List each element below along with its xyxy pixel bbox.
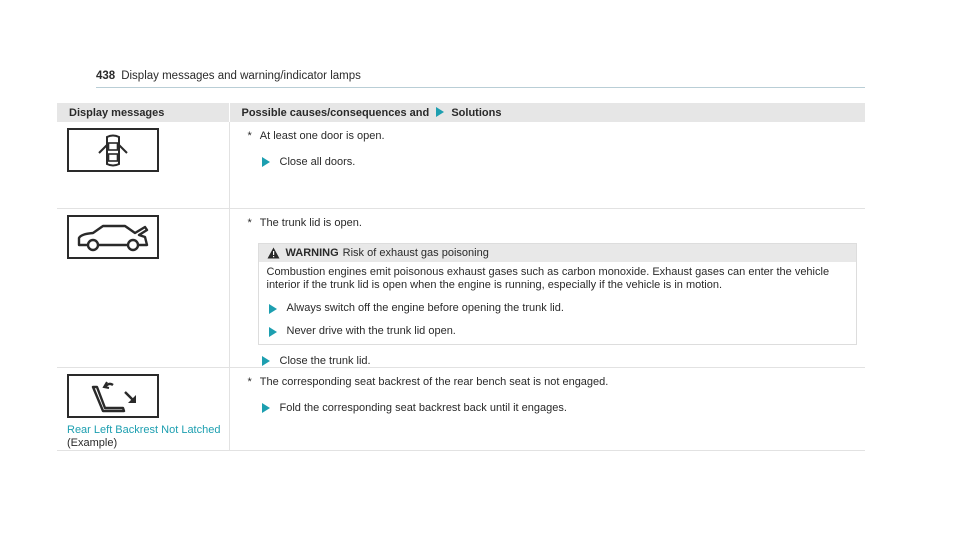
solution-step: Close all doors. [262, 156, 866, 168]
warning-label: WARNING [285, 247, 339, 259]
cause-text: * At least one door is open. [247, 130, 385, 142]
col-header-causes-solutions [229, 103, 865, 122]
message-icon-cell [57, 368, 229, 451]
seat-backrest-icon [67, 374, 159, 418]
warning-title: Risk of exhaust gas poisoning [342, 247, 489, 259]
solution-step: Close the trunk lid. [262, 355, 866, 367]
solution-cell [229, 368, 865, 451]
caption-suffix: (Example) [67, 437, 118, 449]
trunk-open-icon [67, 215, 159, 259]
arrow-right-icon [269, 304, 277, 314]
solution-cell [229, 209, 865, 368]
arrow-right-icon [269, 327, 277, 337]
cause-text: * The corresponding seat backrest of the rear bench seat is not engaged. [247, 376, 609, 388]
warning-step: Never drive with the trunk lid open. [267, 325, 849, 338]
page-header [96, 70, 361, 82]
message-caption [67, 424, 229, 450]
warning-box [258, 243, 858, 345]
message-name-link[interactable]: Rear Left Backrest Not Latched [67, 424, 221, 436]
table-row [57, 209, 865, 368]
arrow-right-icon [436, 107, 444, 117]
warning-header [259, 244, 857, 262]
arrow-right-icon [262, 356, 270, 366]
col-header-solutions: Solutions [451, 106, 502, 119]
table-row [57, 368, 865, 451]
arrow-right-icon [262, 403, 270, 413]
warning-text: Combustion engines emit poisonous exhaust gases such as carbon monoxide. Exhaust gases can enter the vehicle interior if the trunk lid is open when the engine is running, especially if the vehicle is in motion. [266, 266, 830, 291]
solution-step: Fold the corresponding seat backrest back until it engages. [262, 402, 866, 414]
page-number: 438 [96, 70, 116, 82]
table-row [57, 122, 865, 209]
page-title: Display messages and warning/indicator lamps [121, 70, 361, 82]
arrow-right-icon [262, 157, 270, 167]
cause-text: * The trunk lid is open. [247, 217, 362, 229]
display-messages-table [57, 103, 866, 451]
message-icon-cell [57, 209, 229, 368]
solution-cell [229, 122, 865, 209]
warning-step: Always switch off the engine before opening the trunk lid. [267, 302, 849, 315]
door-open-icon [67, 128, 159, 172]
table-header-row [57, 103, 865, 122]
warning-body [259, 262, 857, 344]
header-divider [96, 87, 865, 88]
col-header-causes: Possible causes/consequences and [241, 106, 430, 119]
col-header-display-messages: Display messages [57, 103, 229, 122]
warning-triangle-icon [267, 247, 280, 259]
message-icon-cell [57, 122, 229, 209]
